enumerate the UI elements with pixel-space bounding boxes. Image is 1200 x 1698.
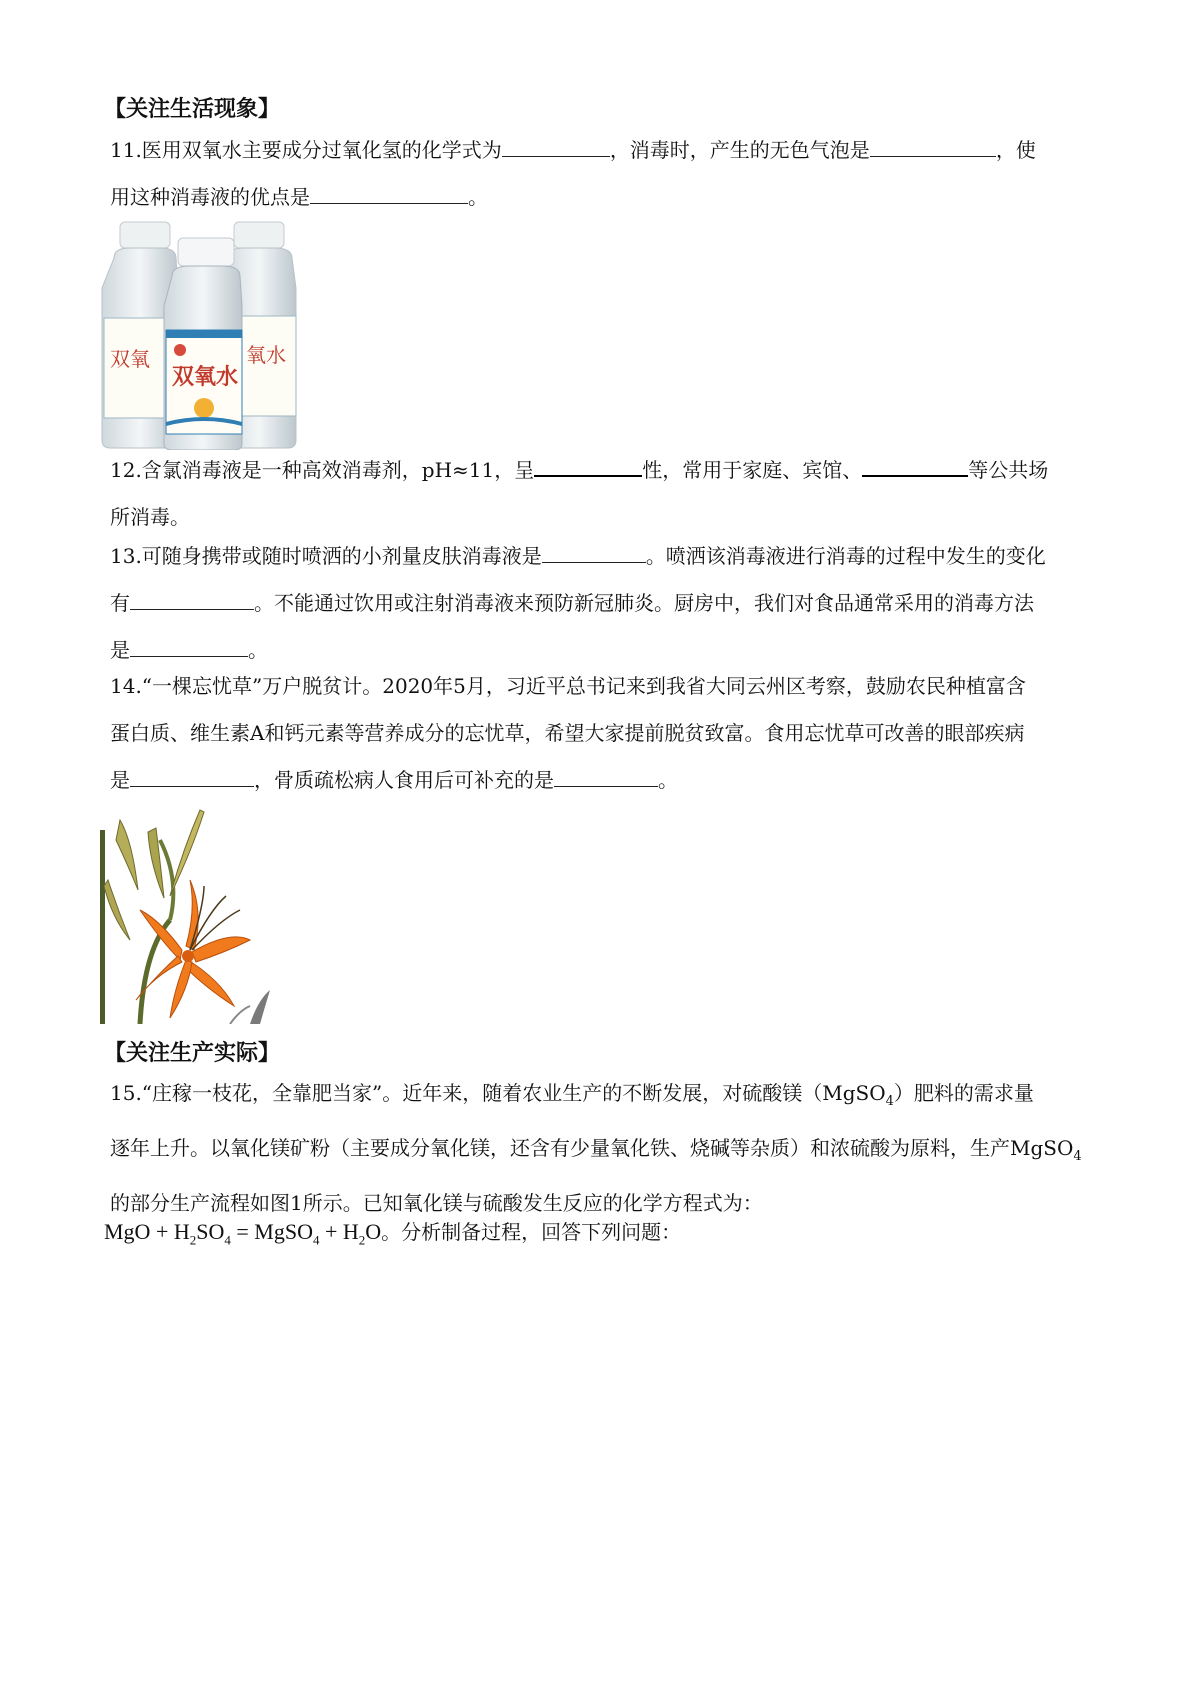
q11-text-1: 11.医用双氧水主要成分过氧化氢的化学式为 xyxy=(110,138,502,162)
question-14 xyxy=(110,663,1100,804)
section-heading-production: 【关注生产实际】 xyxy=(104,1041,281,1066)
q12-text-4: 所消毒。 xyxy=(110,505,190,529)
hydrogen-peroxide-bottles-picture xyxy=(100,218,310,450)
q12-blank-place[interactable] xyxy=(862,453,968,477)
q11-text-5: 。 xyxy=(468,185,488,209)
eq-sub-c: 4 xyxy=(312,1232,320,1248)
q11-blank-gas[interactable] xyxy=(870,134,996,157)
eq-part-b: SO xyxy=(196,1219,225,1244)
daylily-flower-picture xyxy=(100,800,282,1024)
q14-text-5: 。 xyxy=(658,768,678,792)
bottle-label-text: 双氧水 xyxy=(172,365,239,390)
q14-blank-disease[interactable] xyxy=(130,764,254,787)
q11-blank-formula[interactable] xyxy=(502,134,610,157)
q13-text-5: 是 xyxy=(110,638,130,662)
question-15 xyxy=(110,1070,1100,1227)
q12-text-1: 12.含氯消毒液是一种高效消毒剂，pH≈11，呈 xyxy=(110,458,535,482)
eq-sub-a: 2 xyxy=(189,1232,197,1248)
q12-text-2: 性，常用于家庭、宾馆、 xyxy=(642,458,863,482)
q15-subscript-2: 4 xyxy=(1073,1149,1082,1164)
q13-blank-method[interactable] xyxy=(130,634,248,657)
q11-text-2: ，消毒时，产生的无色气泡是 xyxy=(609,138,870,162)
q14-text-4: ，骨质疏松病人食用后可补充的是 xyxy=(254,768,554,792)
q14-text-2: 蛋白质、维生素A和钙元素等营养成分的忘忧草，希望大家提前脱贫致富。食用忘忧草可改善的眼部疾病 xyxy=(110,721,1025,745)
eq-part-a: MgO + H xyxy=(104,1219,190,1244)
q15-text-2: 逐年上升。以氧化镁矿粉（主要成分氧化镁，还含有少量氧化铁、烧碱等杂质）和浓硫酸为原料，生产MgSO xyxy=(110,1136,1074,1160)
question-11 xyxy=(110,127,1100,221)
eq-sub-d: 2 xyxy=(358,1232,366,1248)
q12-blank-nature[interactable] xyxy=(534,453,642,477)
chemical-equation xyxy=(104,1219,382,1248)
q14-text-1: 14.“一棵忘忧草”万户脱贫计。2020年5月，习近平总书记来到我省大同云州区考察，鼓励农民种植富含 xyxy=(110,674,1026,698)
q13-text-3: 有 xyxy=(110,591,130,615)
eq-sub-b: 4 xyxy=(224,1232,231,1248)
q15-equation-line xyxy=(104,1208,1094,1263)
q15-subscript-1: 4 xyxy=(885,1094,894,1109)
q15-text-1b: ）肥料的需求量 xyxy=(893,1081,1034,1105)
q13-blank-change[interactable] xyxy=(130,587,254,610)
q13-text-1: 13.可随身携带或随时喷洒的小剂量皮肤消毒液是 xyxy=(110,544,542,568)
q13-text-4: 。不能通过饮用或注射消毒液来预防新冠肺炎。厨房中，我们对食品通常采用的消毒方法 xyxy=(254,591,1034,615)
q13-blank-liquid[interactable] xyxy=(542,540,646,563)
eq-part-e: O xyxy=(365,1219,382,1244)
q15-text-3: 的部分生产流程如图1所示。已知氧化镁与硫酸发生反应的化学方程式为： xyxy=(110,1191,763,1215)
q14-blank-nutrient[interactable] xyxy=(554,764,658,787)
q13-text-2: 。喷洒该消毒液进行消毒的过程中发生的变化 xyxy=(645,544,1046,568)
eq-part-d: + H xyxy=(319,1219,359,1244)
q15-text-4: 。分析制备过程，回答下列问题： xyxy=(381,1220,682,1244)
question-13 xyxy=(110,533,1100,674)
svg-text:双氧: 双氧 xyxy=(110,347,150,371)
daylily-image xyxy=(100,800,282,1024)
eq-part-c: = MgSO xyxy=(230,1219,313,1244)
q12-text-3: 等公共场 xyxy=(968,458,1049,482)
q14-text-3: 是 xyxy=(110,768,130,792)
bottles-image xyxy=(100,218,310,450)
q13-text-6: 。 xyxy=(248,638,268,662)
q11-text-4: 用这种消毒液的优点是 xyxy=(110,185,310,209)
question-12 xyxy=(110,447,1100,541)
q11-blank-advantage[interactable] xyxy=(310,181,468,204)
svg-text:氧水: 氧水 xyxy=(246,343,286,367)
section-heading-life: 【关注生活现象】 xyxy=(104,97,281,122)
q11-text-3: ，使 xyxy=(995,138,1036,162)
q15-text-1: 15.“庄稼一枝花，全靠肥当家”。近年来，随着农业生产的不断发展，对硫酸镁（MgSO xyxy=(110,1081,886,1105)
